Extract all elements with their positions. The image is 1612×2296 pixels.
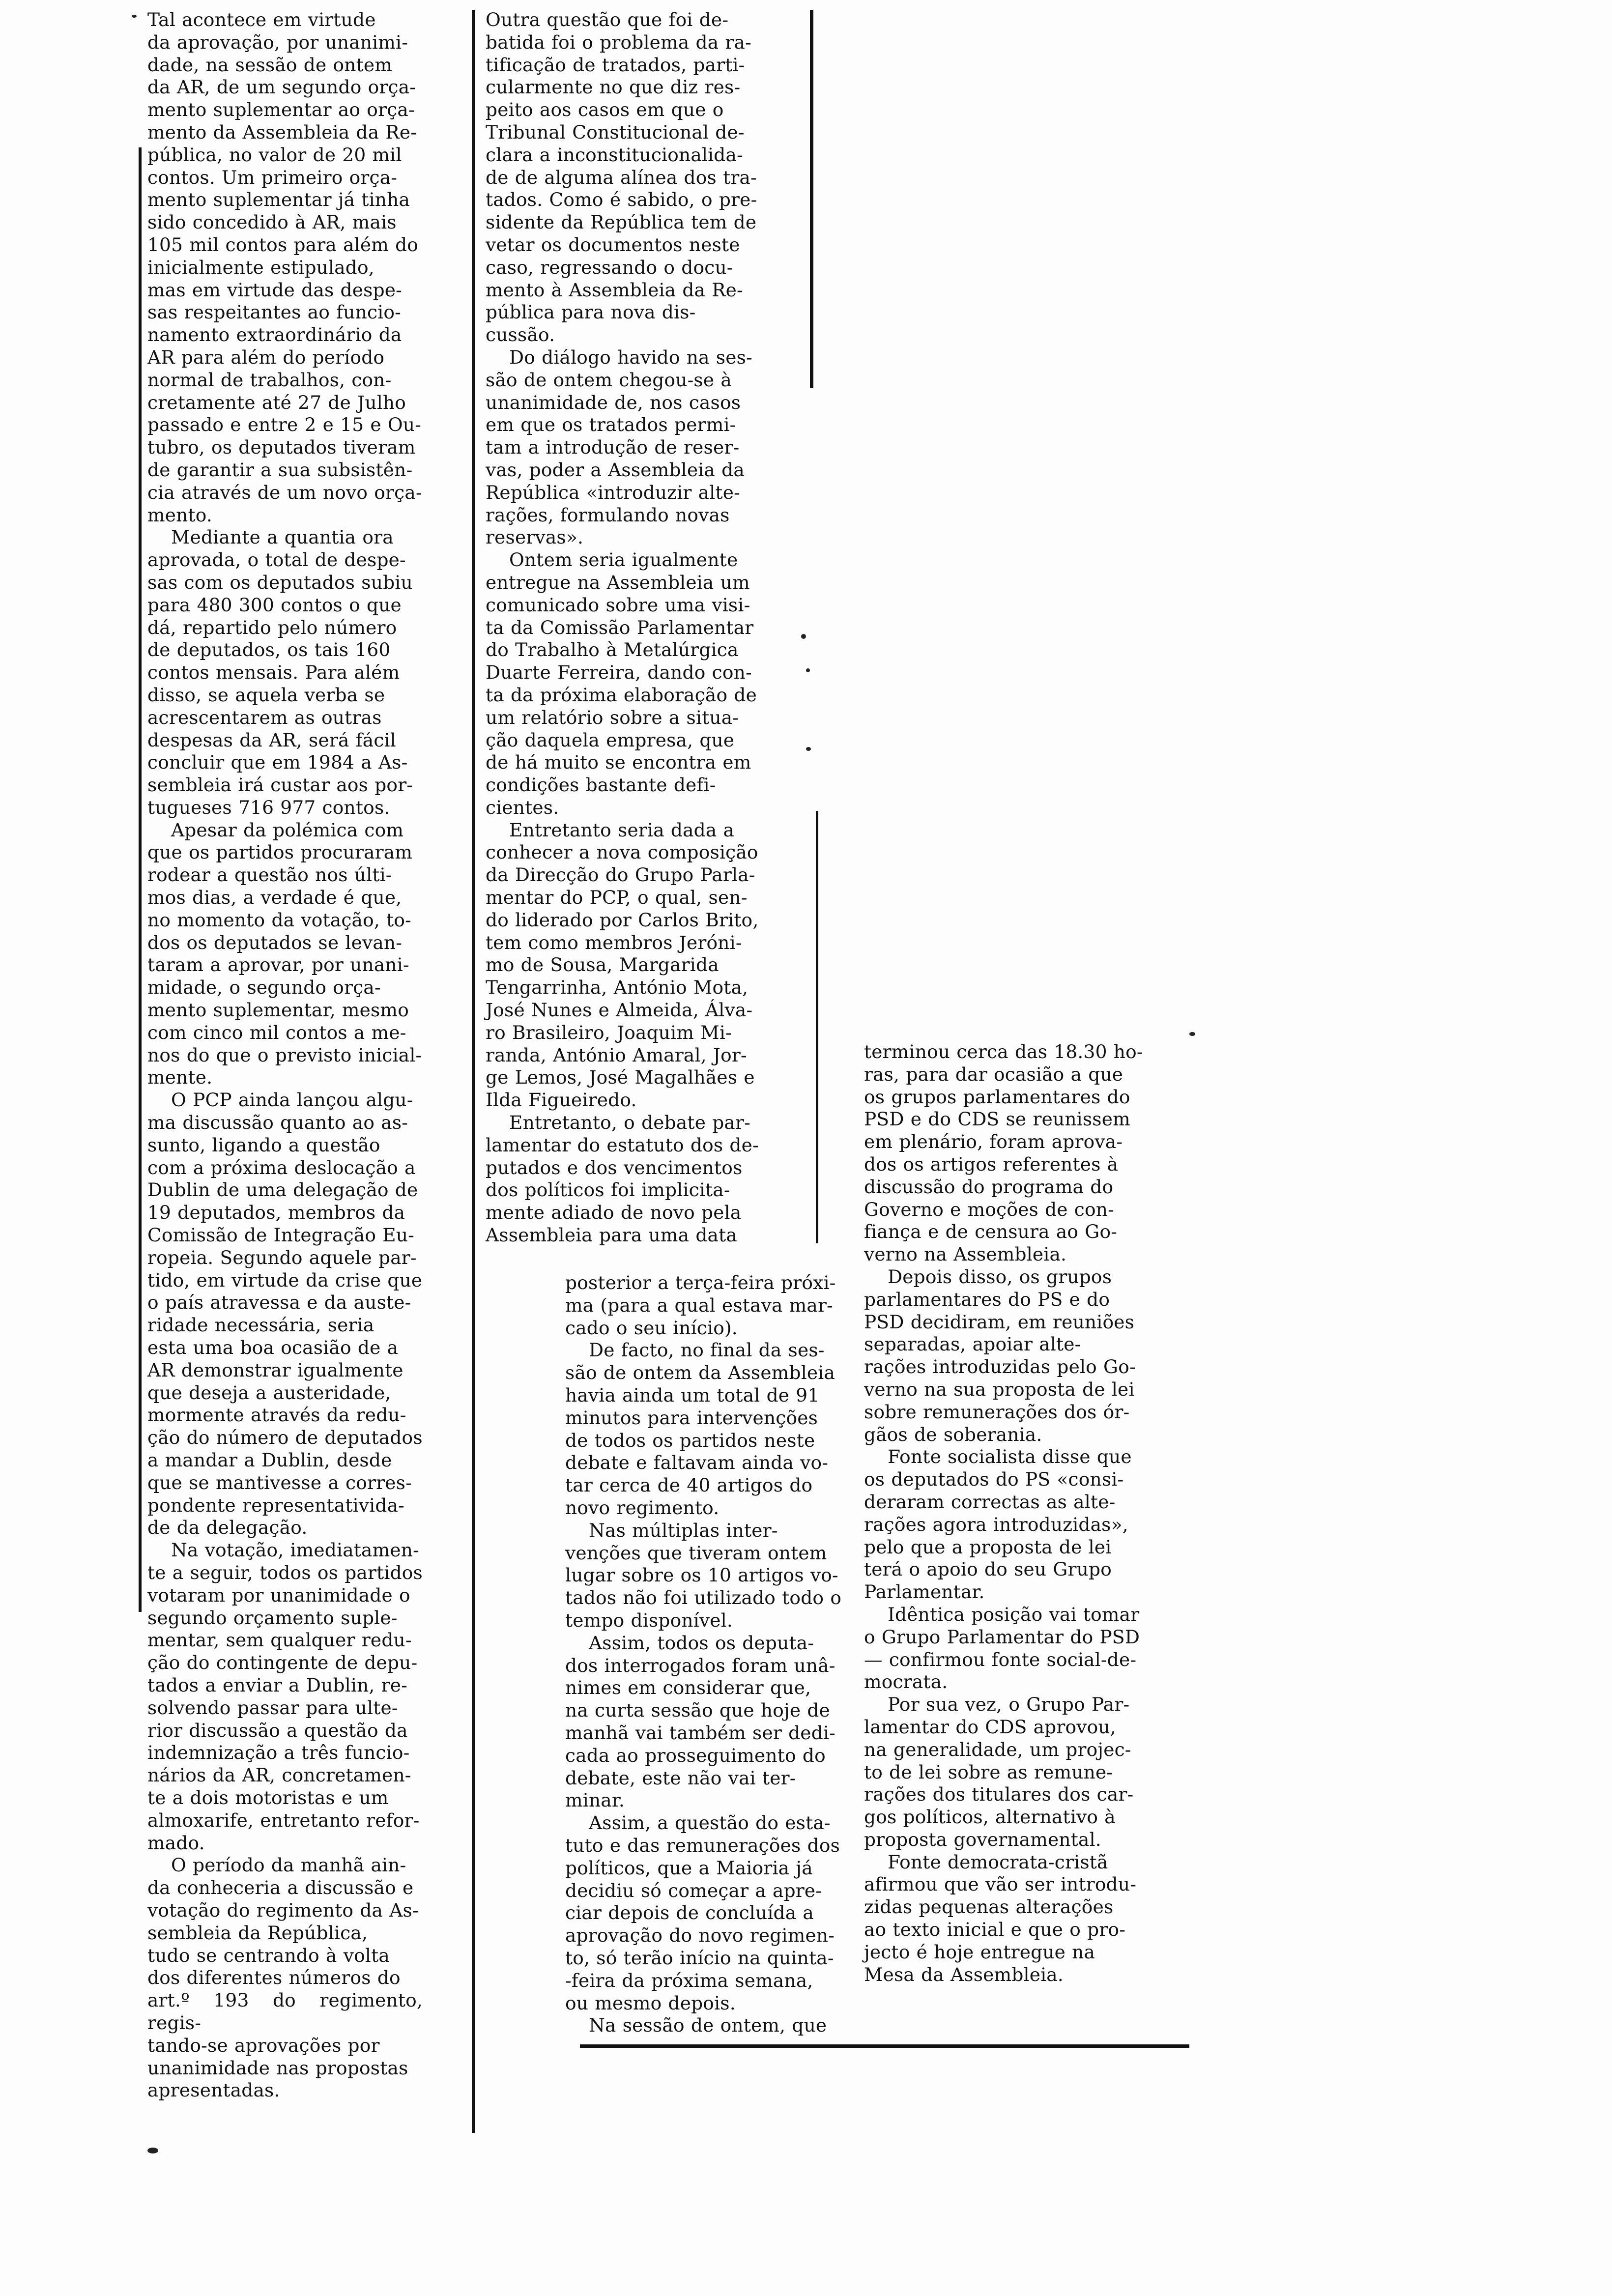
paragraph: Mediante a quantia ora aprovada, o total de despe- sas com os deputados subiu para 480 300 contos o que dá, repartido pelo número de deputados, os tais 160 contos mensais. Para além disso, se aquela verba se acrescentarem as outras despesas da AR, será fácil concluir que em 1984 a As- sembleia irá custar aos por- tugueses 716 977 contos. (147, 526, 413, 818)
paragraph: Ontem seria igualmente entregue na Assembleia um comunicado sobre uma visi- ta da Comissão Parlamentar do Trabalho à Metalúrgica Duarte Ferreira, dando con- ta da próxima elaboração de um relatório sobre a situa- ção daquela empresa, que de há muito se encontra em condições bastante defi- cientes. (486, 549, 757, 818)
paragraph: Fonte democrata-cristã afirmou que vão ser introdu- zidas pequenas alterações ao texto inicial e que o pro- jecto é hoje entregue na Mesa da Assembleia. (864, 1851, 1137, 1985)
column-rule-left (139, 147, 142, 1612)
paragraph: Tal acontece em virtude da aprovação, por unanimi- dade, na sessão de ontem da AR, de um segundo orça- mento suplementar ao orça- mento da Assembleia da Re- pública, no valor de 20 mil contos. Um primeiro orça- mento suplementar já tinha sido concedido à AR, mais 105 mil contos para além do inicialmente estipulado, mas em virtude das despe- sas respeitantes ao funcio- namento extraordinário da AR para além do período normal de trabalhos, con- cretamente até 27 de Julho passado e entre 2 e 15 e Ou- tubro, os deputados tiveram de garantir a sua subsistên- cia através de um novo orça- mento. (147, 9, 422, 526)
photocopy-speck (806, 747, 811, 751)
paragraph: Apesar da polémica com que os partidos procuraram rodear a questão nos últi- mos dias, a verdade é que, no momento da votação, to- dos os deputados se levan- taram a aprovar, por unani- midade, o segundo orça- mento suplementar, mesmo com cinco mil contos a me- nos do que o previsto inicial- mente. (147, 819, 422, 1089)
paragraph: De facto, no final da ses- são de ontem da Assembleia havia ainda um total de 91 minutos para intervenções de todos os partidos neste debate e faltavam ainda vo- tar cerca de 40 artigos do novo regimento. (565, 1339, 835, 1519)
article-column-3 (565, 1272, 870, 2037)
paragraph: Assim, a questão do esta- tuto e das remunerações dos políticos, que a Maioria já decidiu só começar a apre- ciar depois de concluída a aprovação do novo regimen- to, só terão início na quinta- -feira da próxima semana, ou mesmo depois. (565, 1812, 840, 2014)
photocopy-speck (1189, 1032, 1195, 1036)
article-column-1 (147, 9, 423, 2102)
paragraph: Entretanto, o debate par- lamentar do estatuto dos de- putados e dos vencimentos dos políticos foi implicita- mente adiado de novo pela Assembleia para uma data (486, 1112, 759, 1246)
paragraph: Outra questão que foi de- batida foi o problema da ra- tificação de tratados, parti- cularmente no que diz res- peito aos casos em que o Tribunal Constitucional de- clara a inconstitucionalida- de de alguma alínea dos tra- tados. Como é sabido, o pre- sidente da República tem de vetar os documentos neste caso, regressando o docu- mento à Assembleia da Re- pública para nova dis- cussão. (486, 9, 757, 346)
photocopy-speck (801, 634, 806, 639)
paragraph: O período da manhã ain- da conheceria a discussão e votação do regimento da As- sembleia da República, tudo se centrando à volta dos diferentes números do art.º 193 do regimento, regis- tando-se aprovações por unanimidade nas propostas apresentadas. (147, 1854, 423, 2101)
paragraph: Do diálogo havido na ses- são de ontem chegou-se à unanimidade de, nos casos em que os tratados permi- tam a introdução de reser- vas, poder a Assembleia da República «introduzir alte- rações, formulando novas reservas». (486, 346, 752, 548)
bottom-rule (580, 2044, 1189, 2048)
column-rule-center (472, 10, 475, 2133)
article-column-2 (486, 9, 800, 1247)
paragraph: terminou cerca das 18.30 ho- ras, para dar ocasião a que os grupos parlamentares do PSD e do CDS se reunissem em plenário, foram aprova- dos os artigos referentes à discussão do programa do Governo e moções de con- fiança e de censura ao Go- verno na Assembleia. (864, 1041, 1143, 1265)
paragraph: Na sessão de ontem, que (589, 2014, 827, 2037)
photocopy-speck (132, 15, 137, 18)
column-rule-right-lower (816, 811, 818, 1243)
paragraph: Por sua vez, o Grupo Par- lamentar do CDS aprovou, na generalidade, um projec- to de lei sobre as remune- rações dos titulares dos car- gos políticos, alternativo à proposta governamental. (864, 1693, 1134, 1850)
paragraph: Depois disso, os grupos parlamentares do PS e do PSD decidiram, em reuniões separadas, apoiar alte- rações introduzidas pelo Go- verno na sua proposta de lei sobre remunerações dos ór- gãos de soberania. (864, 1265, 1136, 1445)
paragraph: Na votação, imediatamen- te a seguir, todos os partidos votaram por unanimidade o segundo orçamento suple- mentar, sem qualquer redu- ção do contingente de depu- tados a enviar a Dublin, re- solvendo passar para ulte- rior discussão a questão da indemnização a três funcio- nários da AR, concretamen- te a dois motoristas e um almoxarife, entretanto refor- mado. (147, 1539, 423, 1854)
paragraph: Assim, todos os deputa- dos interrogados foram unâ- nimes em considerar que, na curta sessão que hoje de manhã vai também ser dedi- cada ao prosseguimento do debate, este não vai ter- minar. (565, 1632, 835, 1811)
paragraph: posterior a terça-feira próxi- ma (para a qual estava mar- cado o seu início). (565, 1272, 836, 1339)
paragraph: Fonte socialista disse que os deputados do PS «consi- deraram correctas as alte- rações agora introduzidas», pelo que a proposta de lei terá o apoio do seu Grupo Parlamentar. (864, 1446, 1132, 1603)
paragraph: Idêntica posição vai tomar o Grupo Parlamentar do PSD — confirmou fonte social-de- mocrata. (864, 1603, 1140, 1693)
photocopy-speck (147, 2148, 158, 2153)
column-rule-center-right (810, 10, 813, 388)
paragraph: Entretanto seria dada a conhecer a nova composição da Direcção do Grupo Parla- mentar do PCP, o qual, sen- do liderado por Carlos Brito, tem como membros Jeróni- mo de Sousa, Margarida Tengarrinha, António Mota, José Nunes e Almeida, Álva- ro Brasileiro, Joaquim Mi- randa, António Amaral, Jor- ge Lemos, José Magalhães e Ilda Figueiredo. (486, 819, 759, 1111)
paragraph: O PCP ainda lançou algu- ma discussão quanto ao as- sunto, ligando a questão com a próxima deslocação a Dublin de uma delegação de 19 deputados, membros da Comissão de Integração Eu- ropeia. Segundo aquele par- tido, em virtude da crise que o país atravessa e da auste- ridade necessária, seria esta uma boa ocasião de a AR demonstrar igualmente que deseja a austeridade, mormente através da redu- ção do número de deputados a mandar a Dublin, desde que se mantivesse a corres- pondente representativida- de da delegação. (147, 1089, 423, 1539)
photocopy-speck (806, 668, 810, 672)
paragraph: Nas múltiplas inter- venções que tiveram ontem lugar sobre os 10 artigos vo- tados não foi utilizado todo o tempo disponível. (565, 1519, 842, 1631)
article-column-4 (864, 1041, 1198, 1986)
